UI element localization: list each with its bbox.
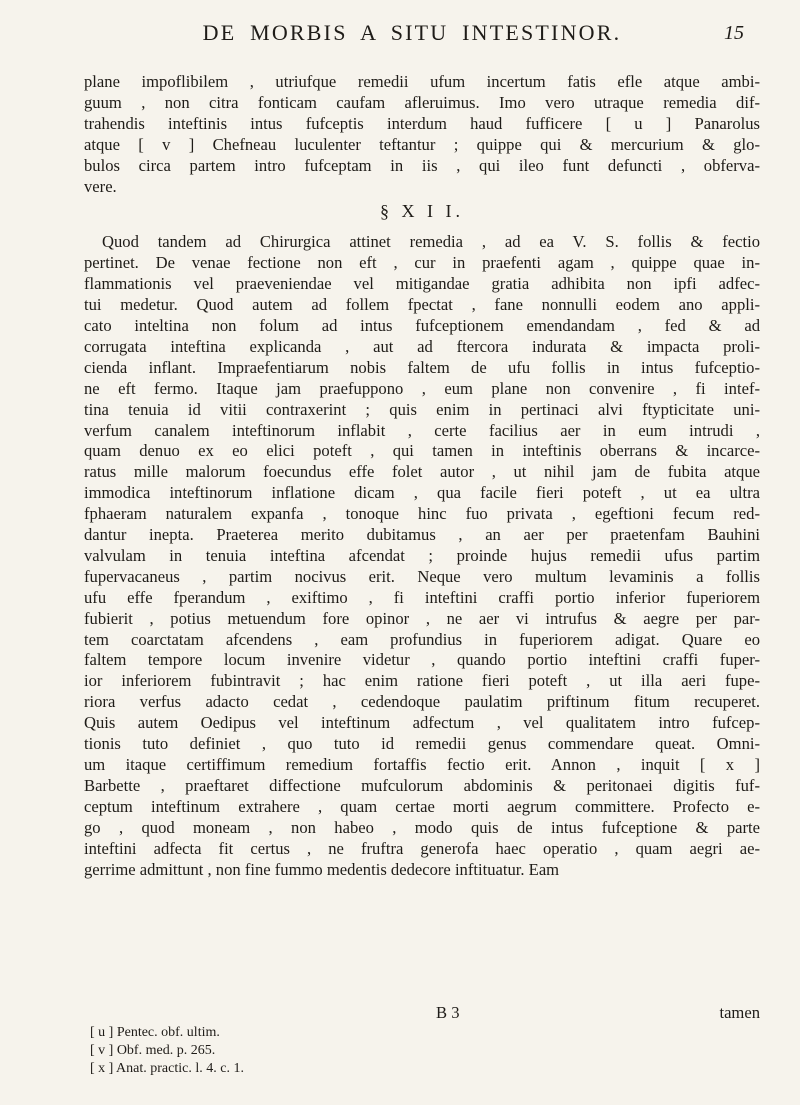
text-line: Quis autem Oedipus vel inteftinum adfectum , vel qualitatem intro fufcep- <box>84 713 760 733</box>
text-line: plane impoflibilem , utriufque remedii ufum incertum fatis efle atque ambi- <box>84 72 760 91</box>
signature-mark: B 3 <box>436 1003 460 1022</box>
text-line: quam denuo ex eo elici poteft , qui tamen in inteftinis oberrans & incarce- <box>84 441 760 461</box>
text-line: go , quod moneam , non habeo , modo quis de intus fufceptione & parte <box>84 817 760 837</box>
text-line: Barbette , praeftaret diffectione mufculorum abdominis & peritonaei digitis fuf- <box>84 775 760 795</box>
text-line: trahendis inteftinis intus fufceptis interdum haud fufficere [ u ] Panarolus <box>84 113 760 133</box>
section-heading: § X I I. <box>380 201 464 222</box>
text-line: bulos circa partem intro fufceptam in iis , qui ileo funt defuncti , obferva- <box>84 155 760 175</box>
text-line: pertinet. De venae fectione non eft , cur in praefenti agam , quippe quae in- <box>84 253 760 273</box>
footnote: [ u ] Pentec. obf. ultim. <box>90 1025 220 1040</box>
text-line: fupervacaneus , partim nocivus erit. Neque vero multum levaminis a follis <box>84 566 760 586</box>
text-line: tionis tuto definiet , quo tuto id remedii genus commendare queat. Omni- <box>84 734 760 754</box>
paragraph-2 <box>84 232 760 880</box>
text-line: immodica inteftinorum inflatione dicam , qua facile fieri poteft , ut ea ultra <box>84 483 760 503</box>
text-line: atque [ v ] Chefneau luculenter teftantur ; quippe qui & mercurium & glo- <box>84 134 760 154</box>
text-line: cienda inflant. Impraefentiarum nobis faltem de ufu follis in intus fufceptio- <box>84 357 760 377</box>
text-line: tina tenuia id vitii contraxerint ; quis enim in pertinaci alvi ftypticitate uni- <box>84 399 760 419</box>
page-number: 15 <box>724 22 744 44</box>
text-line: fubierit , potius metuendum fore opinor , ne aer vi intrufus & aegre per par- <box>84 608 760 628</box>
text-line: guum , non citra fonticam caufam afleruimus. Imo vero utraque remedia dif- <box>84 92 760 112</box>
footnote: [ x ] Anat. practic. l. 4. c. 1. <box>90 1061 244 1076</box>
text-line: um itaque certiffimum remedium fortaffis fectio erit. Annon , inquit [ x ] <box>84 755 760 774</box>
text-line: flammationis vel praeveniendae vel mitigandae gratia adhibita non ipfi adfec- <box>84 274 760 294</box>
footnote: [ v ] Obf. med. p. 265. <box>90 1043 216 1058</box>
text-line: Quod tandem ad Chirurgica attinet remedia , ad ea V. S. follis & fectio <box>102 232 760 252</box>
text-line: inteftini adfecta fit certus , ne fruftra generofa haec operatio , quam aegri ae- <box>84 838 760 858</box>
catchword: tamen <box>719 1003 760 1022</box>
text-line: vere. <box>84 176 117 196</box>
text-line: valvulam in tenuia inteftina afcendat ; proinde hujus remedii ufus partim <box>84 545 760 565</box>
text-line: ufu effe fperandum , exiftimo , fi inteftini craffi portio inferior fuperiorem <box>84 587 760 607</box>
text-line: gerrime admittunt , non fine fummo medentis dedecore inftituatur. Eam <box>84 859 560 879</box>
text-line: corrugata inteftina explicanda , aut ad ftercora indurata & impacta proli- <box>84 336 760 356</box>
text-line: ceptum inteftinum extrahere , quam certae morti aegrum committere. Profecto e- <box>84 796 760 816</box>
text-line: faltem tempore locum invenire videtur , quando portio inteftini craffi fuper- <box>84 650 760 670</box>
running-head: DE MORBIS A SITU INTESTINOR. <box>202 20 622 45</box>
text-line: tui medetur. Quod autem ad follem fpectat , fane nonnulli eodem ano appli- <box>84 295 760 315</box>
body-text <box>84 72 760 880</box>
text-line: ior inferiorem fubintravit ; hac enim ratione fieri poteft , ut illa aeri fupe- <box>84 671 760 691</box>
footnotes <box>90 1024 490 1078</box>
text-line: dantur inepta. Praeterea merito dubitamus , an aer per praetenfam Bauhini <box>84 525 760 545</box>
text-line: riora verfus adacto cedat , cedendoque paulatim priftinum fitum recuperet. <box>84 692 760 712</box>
text-line: ratus mille malorum foecundus effe folet autor , ut nihil jam de fubita atque <box>84 462 760 482</box>
page-footer <box>84 1003 760 1025</box>
text-line: verfum canalem inteftinorum inflabit , certe facilius aer in eum intrudi , <box>84 420 760 440</box>
text-line: tem coarctatam afcendens , eam profundius in fuperiorem adigat. Quare eo <box>84 629 760 649</box>
page-header <box>0 20 800 56</box>
text-line: fphaeram naturalem expanfa , tonoque hinc fuo privata , egeftioni fecum red- <box>84 504 760 524</box>
text-line: cato inteltina non folum ad intus fufceptionem emendandam , fed & ad <box>84 315 760 335</box>
paragraph-1 <box>84 72 760 197</box>
text-line: ne eft fermo. Itaque jam praefuppono , eum plane non convenire , fi intef- <box>84 378 760 398</box>
